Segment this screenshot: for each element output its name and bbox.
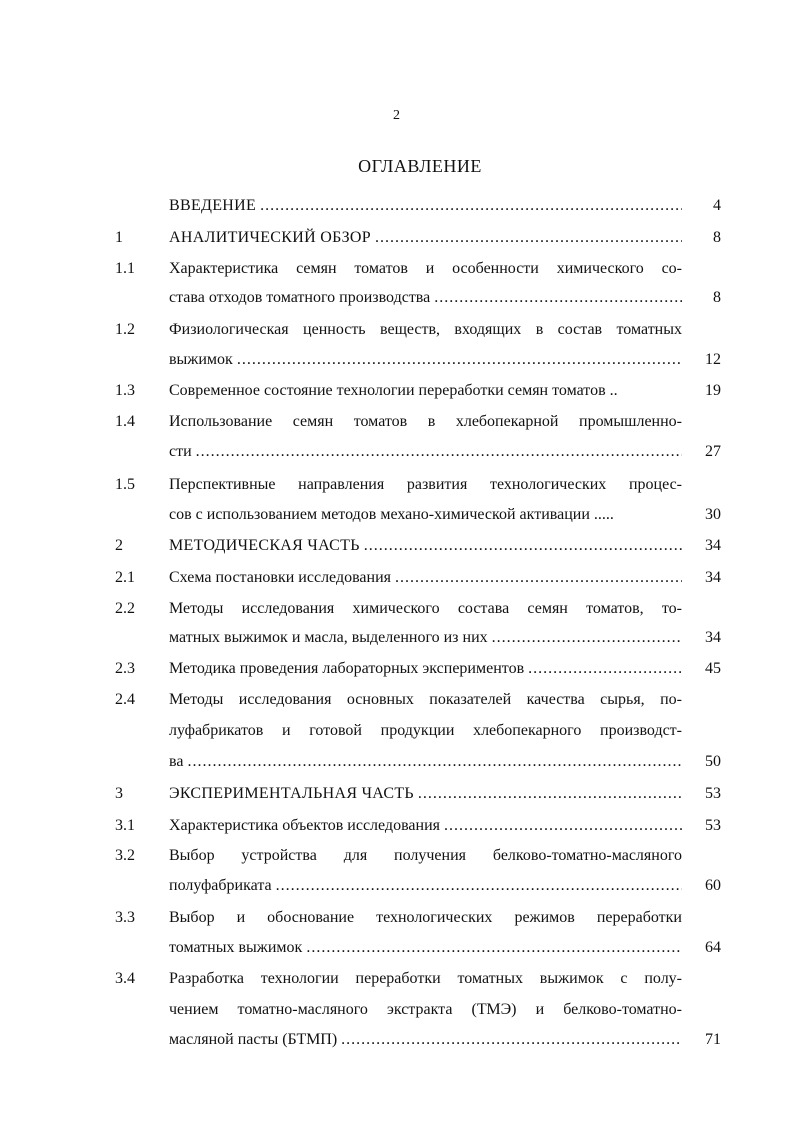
- toc-entry-text: матных выжимок и масла, выделенного из них: [169, 629, 488, 646]
- toc-page-number: 50: [705, 753, 721, 770]
- toc-leader-dots: [306, 937, 682, 959]
- toc-page-number: 53: [705, 817, 721, 834]
- toc-page-number: 71: [705, 1031, 721, 1048]
- toc-section-number: 1.1: [115, 260, 135, 277]
- toc-entry-text: Перспективные направления развития технологических процес-: [169, 476, 682, 493]
- toc-entry-3-2: [0, 845, 793, 867]
- toc-title: ОГЛАВЛЕНИЕ: [358, 156, 482, 176]
- toc-entry-3-2-cont: [0, 875, 793, 897]
- toc-entry-text: полуфабриката: [169, 877, 272, 894]
- toc-entry-text: Характеристика объектов исследования: [169, 817, 440, 834]
- toc-page-number: 34: [705, 629, 721, 646]
- toc-entry-text: выжимок: [169, 351, 233, 368]
- toc-entry-text: Методика проведения лабораторных экспериментов: [169, 660, 525, 677]
- toc-entry-2-2-cont: [0, 627, 793, 649]
- toc-entry-1-1-cont: [0, 287, 793, 309]
- toc-section-number: 1.3: [115, 382, 135, 399]
- toc-entry-text: Выбор и обоснование технологических режимов переработки: [169, 909, 682, 926]
- toc-leader-dots: [196, 441, 682, 463]
- toc-entry-text: Методы исследования основных показателей качества сырья, по-: [169, 691, 682, 708]
- toc-entry-1: [0, 227, 793, 249]
- toc-leader-dots: [364, 535, 682, 557]
- toc-entry-text: Выбор устройства для получения белково-томатно-масляного: [169, 847, 682, 864]
- toc-section-number: 2: [115, 537, 123, 554]
- toc-entry-text: чением томатно-масляного экстракта (ТМЭ) и белково-томатно-: [169, 1001, 682, 1018]
- toc-entry-3-3: [0, 907, 793, 929]
- toc-entry-text: Современное состояние технологии переработки семян томатов ..: [169, 382, 618, 399]
- toc-entry-2-4-cont2: [0, 751, 793, 773]
- toc-section-number: 2.2: [115, 600, 135, 617]
- toc-entry-1-4: [0, 411, 793, 433]
- toc-entry-3-4-cont: [0, 999, 793, 1021]
- toc-section-number: 3.4: [115, 970, 135, 987]
- toc-entry-text: Методы исследования химического состава семян томатов, то-: [169, 600, 682, 617]
- toc-page-number: 4: [713, 197, 721, 214]
- toc-leader-dots: [528, 658, 682, 680]
- toc-page-number: 12: [705, 351, 721, 368]
- toc-entry-3: [0, 783, 793, 805]
- toc-entry-2-4: [0, 689, 793, 711]
- toc-section-number: 3.3: [115, 909, 135, 926]
- toc-section-number: 3: [115, 785, 123, 802]
- toc-entry-1-2: [0, 319, 793, 341]
- toc-page-number: 34: [705, 569, 721, 586]
- toc-section-number: 1: [115, 229, 123, 246]
- toc-leader-dots: [444, 815, 682, 837]
- toc-page-number: 8: [713, 289, 721, 306]
- toc-entry-2-4-cont: [0, 720, 793, 742]
- toc-entry-text: масляной пасты (БТМП): [169, 1031, 338, 1048]
- toc-leader-dots: [492, 627, 682, 649]
- toc-entry-text: Схема постановки исследования: [169, 569, 392, 586]
- toc-entry-1-4-cont: [0, 441, 793, 463]
- toc-page-number: 60: [705, 877, 721, 894]
- toc-section-number: 3.1: [115, 817, 135, 834]
- toc-page-number: 8: [713, 229, 721, 246]
- toc-page-number: 45: [705, 660, 721, 677]
- toc-entry-2-1: [0, 567, 793, 589]
- toc-entry-1-2-cont: [0, 349, 793, 371]
- toc-entry-introduction: [0, 195, 793, 217]
- toc-entry-text: ва: [169, 753, 184, 770]
- toc-entry-3-4-cont2: [0, 1029, 793, 1051]
- toc-entry-text: томатных выжимок: [169, 939, 303, 956]
- page-number: 2: [393, 108, 400, 123]
- toc-page-number: 30: [705, 506, 721, 523]
- toc-page-number: 34: [705, 537, 721, 554]
- toc-entry-1-5: [0, 474, 793, 496]
- toc-page-number: 27: [705, 443, 721, 460]
- toc-leader-dots: [434, 287, 682, 309]
- toc-entry-text: Характеристика семян томатов и особенности химического со-: [169, 260, 682, 277]
- toc-entry-2-2: [0, 598, 793, 620]
- toc-page-number: 53: [705, 785, 721, 802]
- toc-entry-1-5-cont: [0, 504, 793, 526]
- toc-leader-dots: [395, 567, 682, 589]
- toc-section-number: 1.4: [115, 413, 135, 430]
- toc-page-number: 19: [705, 382, 721, 399]
- toc-entry-text: става отходов томатного производства: [169, 289, 431, 306]
- toc-entry-2-3: [0, 658, 793, 680]
- toc-entry-text: луфабрикатов и готовой продукции хлебопекарного производст-: [169, 722, 682, 739]
- toc-leader-dots: [276, 875, 682, 897]
- toc-section-number: 3.2: [115, 847, 135, 864]
- toc-entry-text: сов с использованием методов механо-химической активации .....: [169, 506, 614, 523]
- toc-page-number: 64: [705, 939, 721, 956]
- toc-entry-text: ЭКСПЕРИМЕНТАЛЬНАЯ ЧАСТЬ: [169, 785, 414, 802]
- toc-entry-text: АНАЛИТИЧЕСКИЙ ОБЗОР: [169, 229, 371, 246]
- toc-entry-3-3-cont: [0, 937, 793, 959]
- toc-entry-text: Использование семян томатов в хлебопекарной промышленно-: [169, 413, 682, 430]
- toc-entry-2: [0, 535, 793, 557]
- toc-leader-dots: [187, 751, 682, 773]
- toc-entry-text: Физиологическая ценность веществ, входящих в состав томатных: [169, 321, 682, 338]
- toc-leader-dots: [260, 195, 682, 217]
- toc-entry-1-3: [0, 380, 793, 402]
- toc-entry-3-4: [0, 968, 793, 990]
- toc-section-number: 2.4: [115, 691, 135, 708]
- toc-leader-dots: [341, 1029, 682, 1051]
- toc-entry-1-1: [0, 258, 793, 280]
- toc-section-number: 1.2: [115, 321, 135, 338]
- toc-leader-dots: [375, 227, 682, 249]
- toc-entry-3-1: [0, 815, 793, 837]
- toc-section-number: 1.5: [115, 476, 135, 493]
- toc-entry-text: ВВЕДЕНИЕ: [169, 197, 257, 214]
- toc-leader-dots: [418, 783, 682, 805]
- toc-entry-text: МЕТОДИЧЕСКАЯ ЧАСТЬ: [169, 537, 360, 554]
- toc-entry-text: сти: [169, 443, 192, 460]
- toc-leader-dots: [237, 349, 682, 371]
- toc-section-number: 2.1: [115, 569, 135, 586]
- toc-entry-text: Разработка технологии переработки томатных выжимок с полу-: [169, 970, 682, 987]
- toc-section-number: 2.3: [115, 660, 135, 677]
